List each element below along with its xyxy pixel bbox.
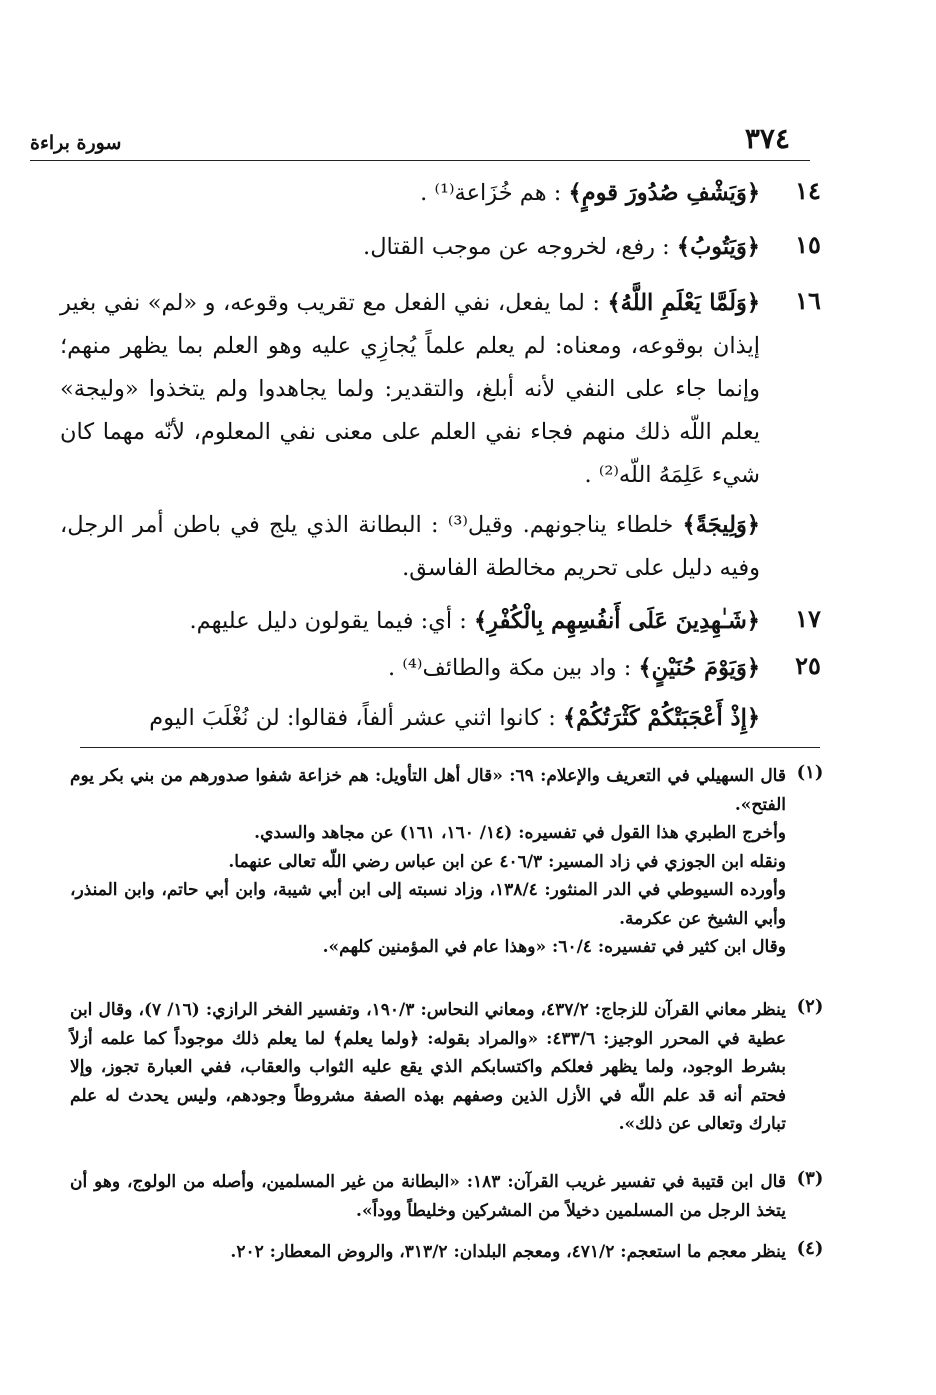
commentary: : رفع، لخروجه عن موجب القتال.	[363, 234, 670, 260]
quran-phrase: ﴿وَلَمَّا يَعْلَمِ اللَّهُ﴾	[607, 290, 761, 316]
entry-text	[60, 226, 760, 269]
quran-phrase: ﴿وَيَتُوبُ﴾	[676, 234, 760, 260]
footnote-paragraph: وقال ابن كثير في تفسيره: ٦٠/٤: «وهذا عام في المؤمنين كلهم».	[322, 937, 786, 957]
entry-text	[60, 504, 760, 590]
footnote-paragraph: وأورده السيوطي في الدر المنثور: ١٣٨/٤، وزاد نسبته إلى ابن أبي شيبة، وابن أبي حاتم، وابن المنذر، وأبي الشيخ عن عكرمة.	[70, 880, 786, 929]
footnote-paragraph: ينظر معاني القرآن للزجاج: ٤٣٧/٢، ومعاني النحاس: ١٩٠/٣، وتفسير الفخر الرازي: (١٦/ ٧)، وقال ابن عطية في المحرر الوجيز: ٤٣٣/٦: «والمراد بقوله: ﴿ولما يعلم﴾ لما يعلم ذلك موجوداً كما علمه أزلاً بشرط الوجود، ولما يظهر فعلكم واكتسابكم الذي يقع عليه الثواب والعقاب، ففي العبارة تجوز، وإلا فحتم أنه قد علم اللّه في الأزل الذين وصفهم بهذه الصفة مشروطاً وجودهم، وليس يحدث له علم تبارك وتعالى عن ذلك».	[70, 1000, 786, 1134]
commentary: : كانوا اثني عشر ألفاً، فقالوا: لن نُغْلَبَ اليوم	[149, 705, 556, 731]
verse-number: ١٥	[795, 230, 821, 259]
quran-phrase: ﴿إِذْ أَعْجَبَتْكُمْ كَثْرَتُكُمْ﴾	[562, 705, 760, 731]
footnote-paragraph: وأخرج الطبري هذا القول في تفسيره: (١٤/ ١٦٠، ١٦١) عن مجاهد والسدي.	[254, 823, 786, 843]
verse-number: ١٦	[795, 286, 821, 315]
footnote-marker: (٢)	[796, 996, 824, 1017]
verse-number: ٢٥	[795, 651, 821, 680]
quran-phrase: ﴿وَيَوْمَ حُنَيْنٍ﴾	[638, 655, 760, 681]
commentary: : أي: فيما يقولون دليل عليهم.	[189, 608, 467, 634]
page-number: ٣٧٤	[744, 122, 790, 155]
footnote-paragraph: ينظر معجم ما استعجم: ٤٧١/٢، ومعجم البلدان: ٣١٣/٢، والروض المعطار: ٢٠٢.	[230, 1242, 786, 1262]
page-header	[30, 118, 810, 161]
commentary: : لما يفعل، نفي الفعل مع تقريب وقوعه، و «لم» نفي بغير إيذان بوقوعه، ومعناه: لم يعلم علماً يُجازِي عليه وهو العلم بما يظهر منهم؛ وإنما جاء على النفي لأنه أبلغ، والتقدير: ولما يجاهدوا ولم يتخذوا «وليجة» يعلم اللّه ذلك منهم فجاء نفي العلم على معنى نفي المعلوم، لأنّه مهما كان شيء عَلِمَهُ اللّه⁽²⁾ .	[60, 290, 760, 488]
footnote-text	[70, 996, 786, 1139]
footnote-marker: (٤)	[796, 1238, 824, 1259]
entry-text	[60, 600, 760, 643]
commentary: خلطاء يناجونهم. وقيل⁽³⁾ : البطانة الذي يلج في باطن أمر الرجل، وفيه دليل على تحريم مخالطة الفاسق.	[60, 512, 760, 581]
footnote-marker: (٣)	[796, 1168, 824, 1189]
footnote-text	[70, 1168, 786, 1225]
footnote-paragraph: قال ابن قتيبة في تفسير غريب القرآن: ١٨٣: «البطانة من غير المسلمين، وأصله من الولوج، وهو أن يتخذ الرجل من المسلمين دخيلاً من المشركين وخليطاً ووداً».	[70, 1172, 786, 1221]
entry-text	[60, 697, 760, 740]
entry-text	[60, 282, 760, 497]
quran-phrase: ﴿وَلِيجَةً﴾	[682, 512, 760, 538]
footnote-text	[70, 762, 786, 962]
commentary: : واد بين مكة والطائف⁽⁴⁾ .	[388, 655, 632, 681]
verse-number: ١٧	[795, 604, 821, 633]
quran-phrase: ﴿شَـٰهِدِينَ عَلَى أَنفُسِهِم بِالْكُفْرِ﴾	[473, 608, 760, 634]
verse-number: ١٤	[795, 176, 821, 205]
footnote-text	[70, 1238, 786, 1267]
running-title: سورة براءة	[30, 132, 122, 154]
commentary: : هم خُزَاعة⁽¹⁾ .	[420, 180, 562, 206]
entry-text	[60, 647, 760, 690]
footnote-marker: (١)	[796, 762, 824, 783]
quran-phrase: ﴿وَيَشْفِ صُدُورَ قومٍ﴾	[568, 180, 760, 206]
footnote-paragraph: ونقله ابن الجوزي في زاد المسير: ٤٠٦/٣ عن ابن عباس رضي اللّه تعالى عنهما.	[228, 851, 786, 872]
footnote-separator	[80, 747, 820, 748]
footnote-paragraph: قال السهيلي في التعريف والإعلام: ٦٩: «قال أهل التأويل: هم خزاعة شفوا صدورهم من بني بكر يوم الفتح».	[70, 766, 786, 815]
entry-text	[60, 172, 760, 215]
